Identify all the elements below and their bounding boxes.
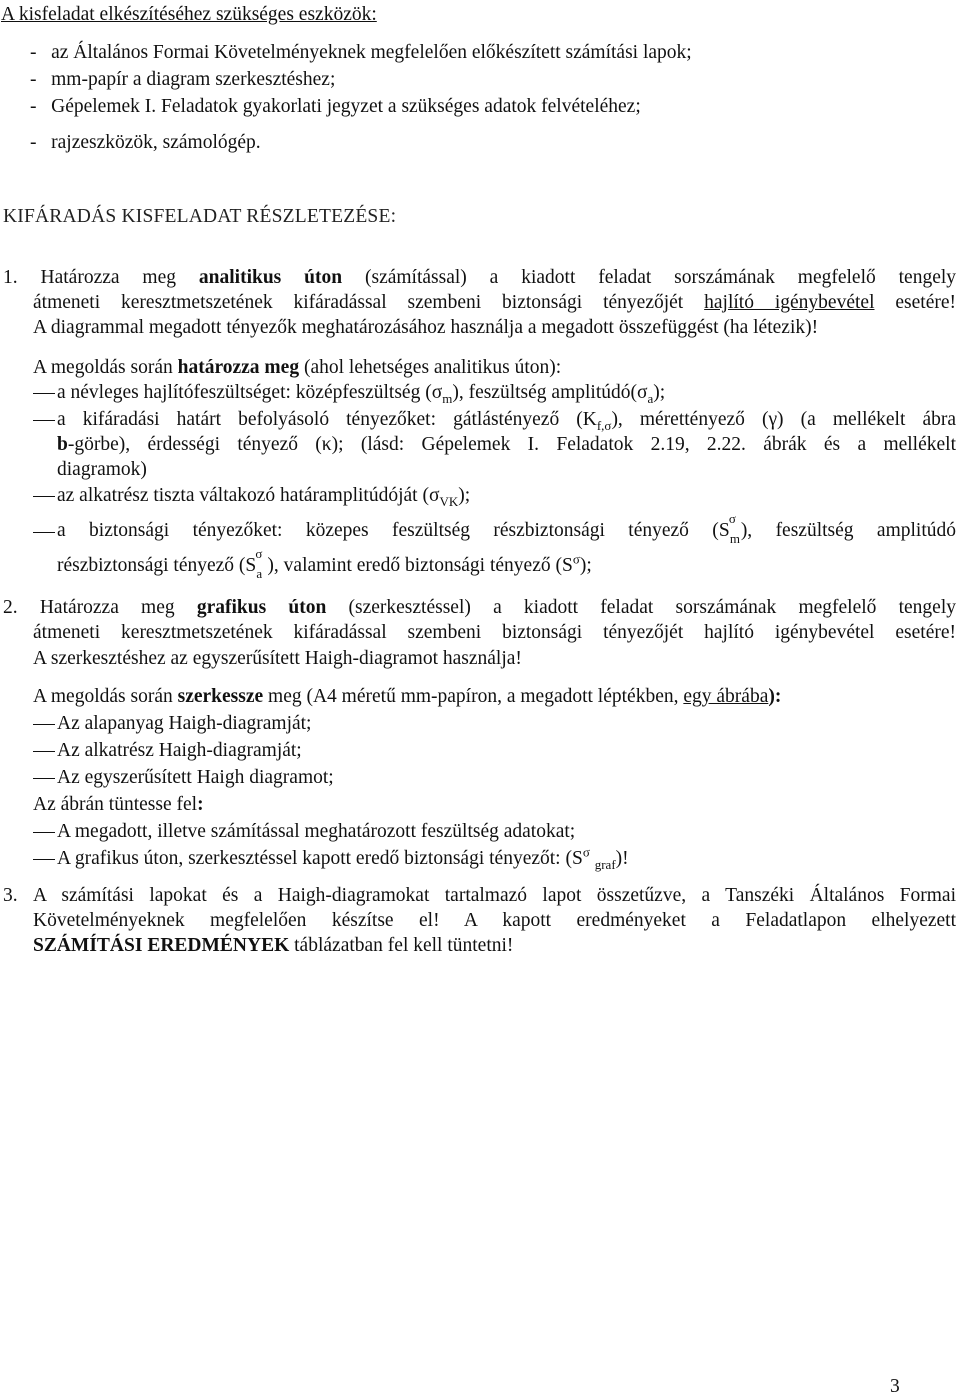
task2-show-intro: Az ábrán tüntesse fel: bbox=[33, 794, 204, 815]
tools-item-4: - rajzeszközök, számológép. bbox=[30, 132, 261, 153]
task1-line1: 1. Határozza meg analitikus úton (számítással) a kiadott feladat sorszámának megfelelő tengely bbox=[3, 267, 957, 288]
task2-line2: átmeneti keresztmetszetének kifáradással szembeni biztonsági tényezőjét hajlító igénybevétel esetére! bbox=[33, 622, 956, 643]
dash-marker bbox=[33, 393, 55, 394]
task1-line2: átmeneti keresztmetszetének kifáradással szembeni biztonsági tényezőjét hajlító igénybevétel esetére! bbox=[33, 292, 957, 313]
tools-item-1: - az Általános Formai Követelményeknek megfelelően előkészített számítási lapok; bbox=[30, 42, 692, 63]
task2-solution-intro: A megoldás során szerkessze meg (A4 méretű mm-papíron, a megadott léptékben, egy ábrába): bbox=[33, 686, 782, 707]
task2-item-3: Az egyszerűsített Haigh diagramot; bbox=[57, 767, 334, 788]
task3-line1: 3. A számítási lapokat és a Haigh-diagramokat tartalmazó lapot összetűzve, a Tanszéki Általános Formai bbox=[3, 885, 957, 906]
page-number: 3 bbox=[890, 1376, 900, 1397]
task1-item-factors-2: b-görbe), érdességi tényező (κ); (lásd: Gépelemek I. Feladatok 2.19, 2.22. ábrák és a mellékelt bbox=[57, 434, 956, 455]
task1-item-stress: a névleges hajlítófeszültséget: középfeszültség $(\sigma_m)$, feszültség $amplitúdó(\sigma_a)$; bbox=[57, 382, 666, 406]
task2-item-2: Az alkatrész Haigh-diagramját; bbox=[57, 740, 302, 761]
dash-marker bbox=[33, 724, 55, 725]
task1-line3: A diagrammal megadott tényezők meghatározásához használja a megadott összefüggést (ha létezik)! bbox=[33, 317, 819, 338]
task2-line3: A szerkesztéshez az egyszerűsített Haigh-diagramot használja! bbox=[33, 648, 522, 669]
dash-marker bbox=[33, 532, 55, 533]
task2-line1: 2. Határozza meg grafikus úton (szerkesztéssel) a kiadott feladat sorszámának megfelelő tengely bbox=[3, 597, 957, 618]
task1-item-factors-1: a kifáradási határt befolyásoló tényezőket: gátlástényező $(K_{f,\sigma})$, mérettényező (γ) (a mellékelt ábra bbox=[57, 409, 956, 433]
section-title: KIFÁRADÁS KISFELADAT RÉSZLETEZÉSE: bbox=[3, 206, 397, 227]
dash-marker bbox=[33, 751, 55, 752]
dash-marker bbox=[33, 496, 55, 497]
tools-item-2: - mm-papír a diagram szerkesztéshez; bbox=[30, 69, 336, 90]
tools-heading: A kisfeladat elkészítéséhez szükséges eszközök: bbox=[1, 4, 377, 25]
task1-solution-intro: A megoldás során határozza meg (ahol lehetséges analitikus úton): bbox=[33, 357, 562, 378]
task3-line3: SZÁMÍTÁSI EREDMÉNYEK táblázatban fel kell tüntetni! bbox=[33, 935, 514, 956]
dash-marker bbox=[33, 778, 55, 779]
tools-item-3: - Gépelemek I. Feladatok gyakorlati jegyzet a szükséges adatok felvételéhez; bbox=[30, 96, 641, 117]
task1-item-safety-1: a biztonsági tényezőket: közepes feszültség részbiztonsági tényező (S σ m ), feszültség amplitúdó bbox=[57, 511, 956, 546]
task2-show-2: A grafikus úton, szerkesztéssel kapott eredő biztonsági tényezőt: ($S^\sigma$ $_{graf}$)! bbox=[57, 844, 629, 872]
task3-line2: Követelményeknek megfelelően készítse el! A kapott eredményeket a Feladatlapon elhelyezett bbox=[33, 910, 956, 931]
task1-item-amplitude: az alkatrész tiszta váltakozó határamplitúdóját $(\sigma_{VK})$; bbox=[57, 485, 471, 509]
task1-item-safety-2: részbiztonsági tényező (S σ a ), valamint eredő biztonsági tényező $(S^\sigma)$; bbox=[57, 546, 592, 581]
task1-item-factors-3: diagramok) bbox=[57, 459, 147, 480]
dash-marker bbox=[33, 832, 55, 833]
task2-show-1: A megadott, illetve számítással meghatározott feszültség adatokat; bbox=[57, 821, 576, 842]
dash-marker bbox=[33, 420, 55, 421]
dash-marker bbox=[33, 859, 55, 860]
task2-item-1: Az alapanyag Haigh-diagramját; bbox=[57, 713, 312, 734]
